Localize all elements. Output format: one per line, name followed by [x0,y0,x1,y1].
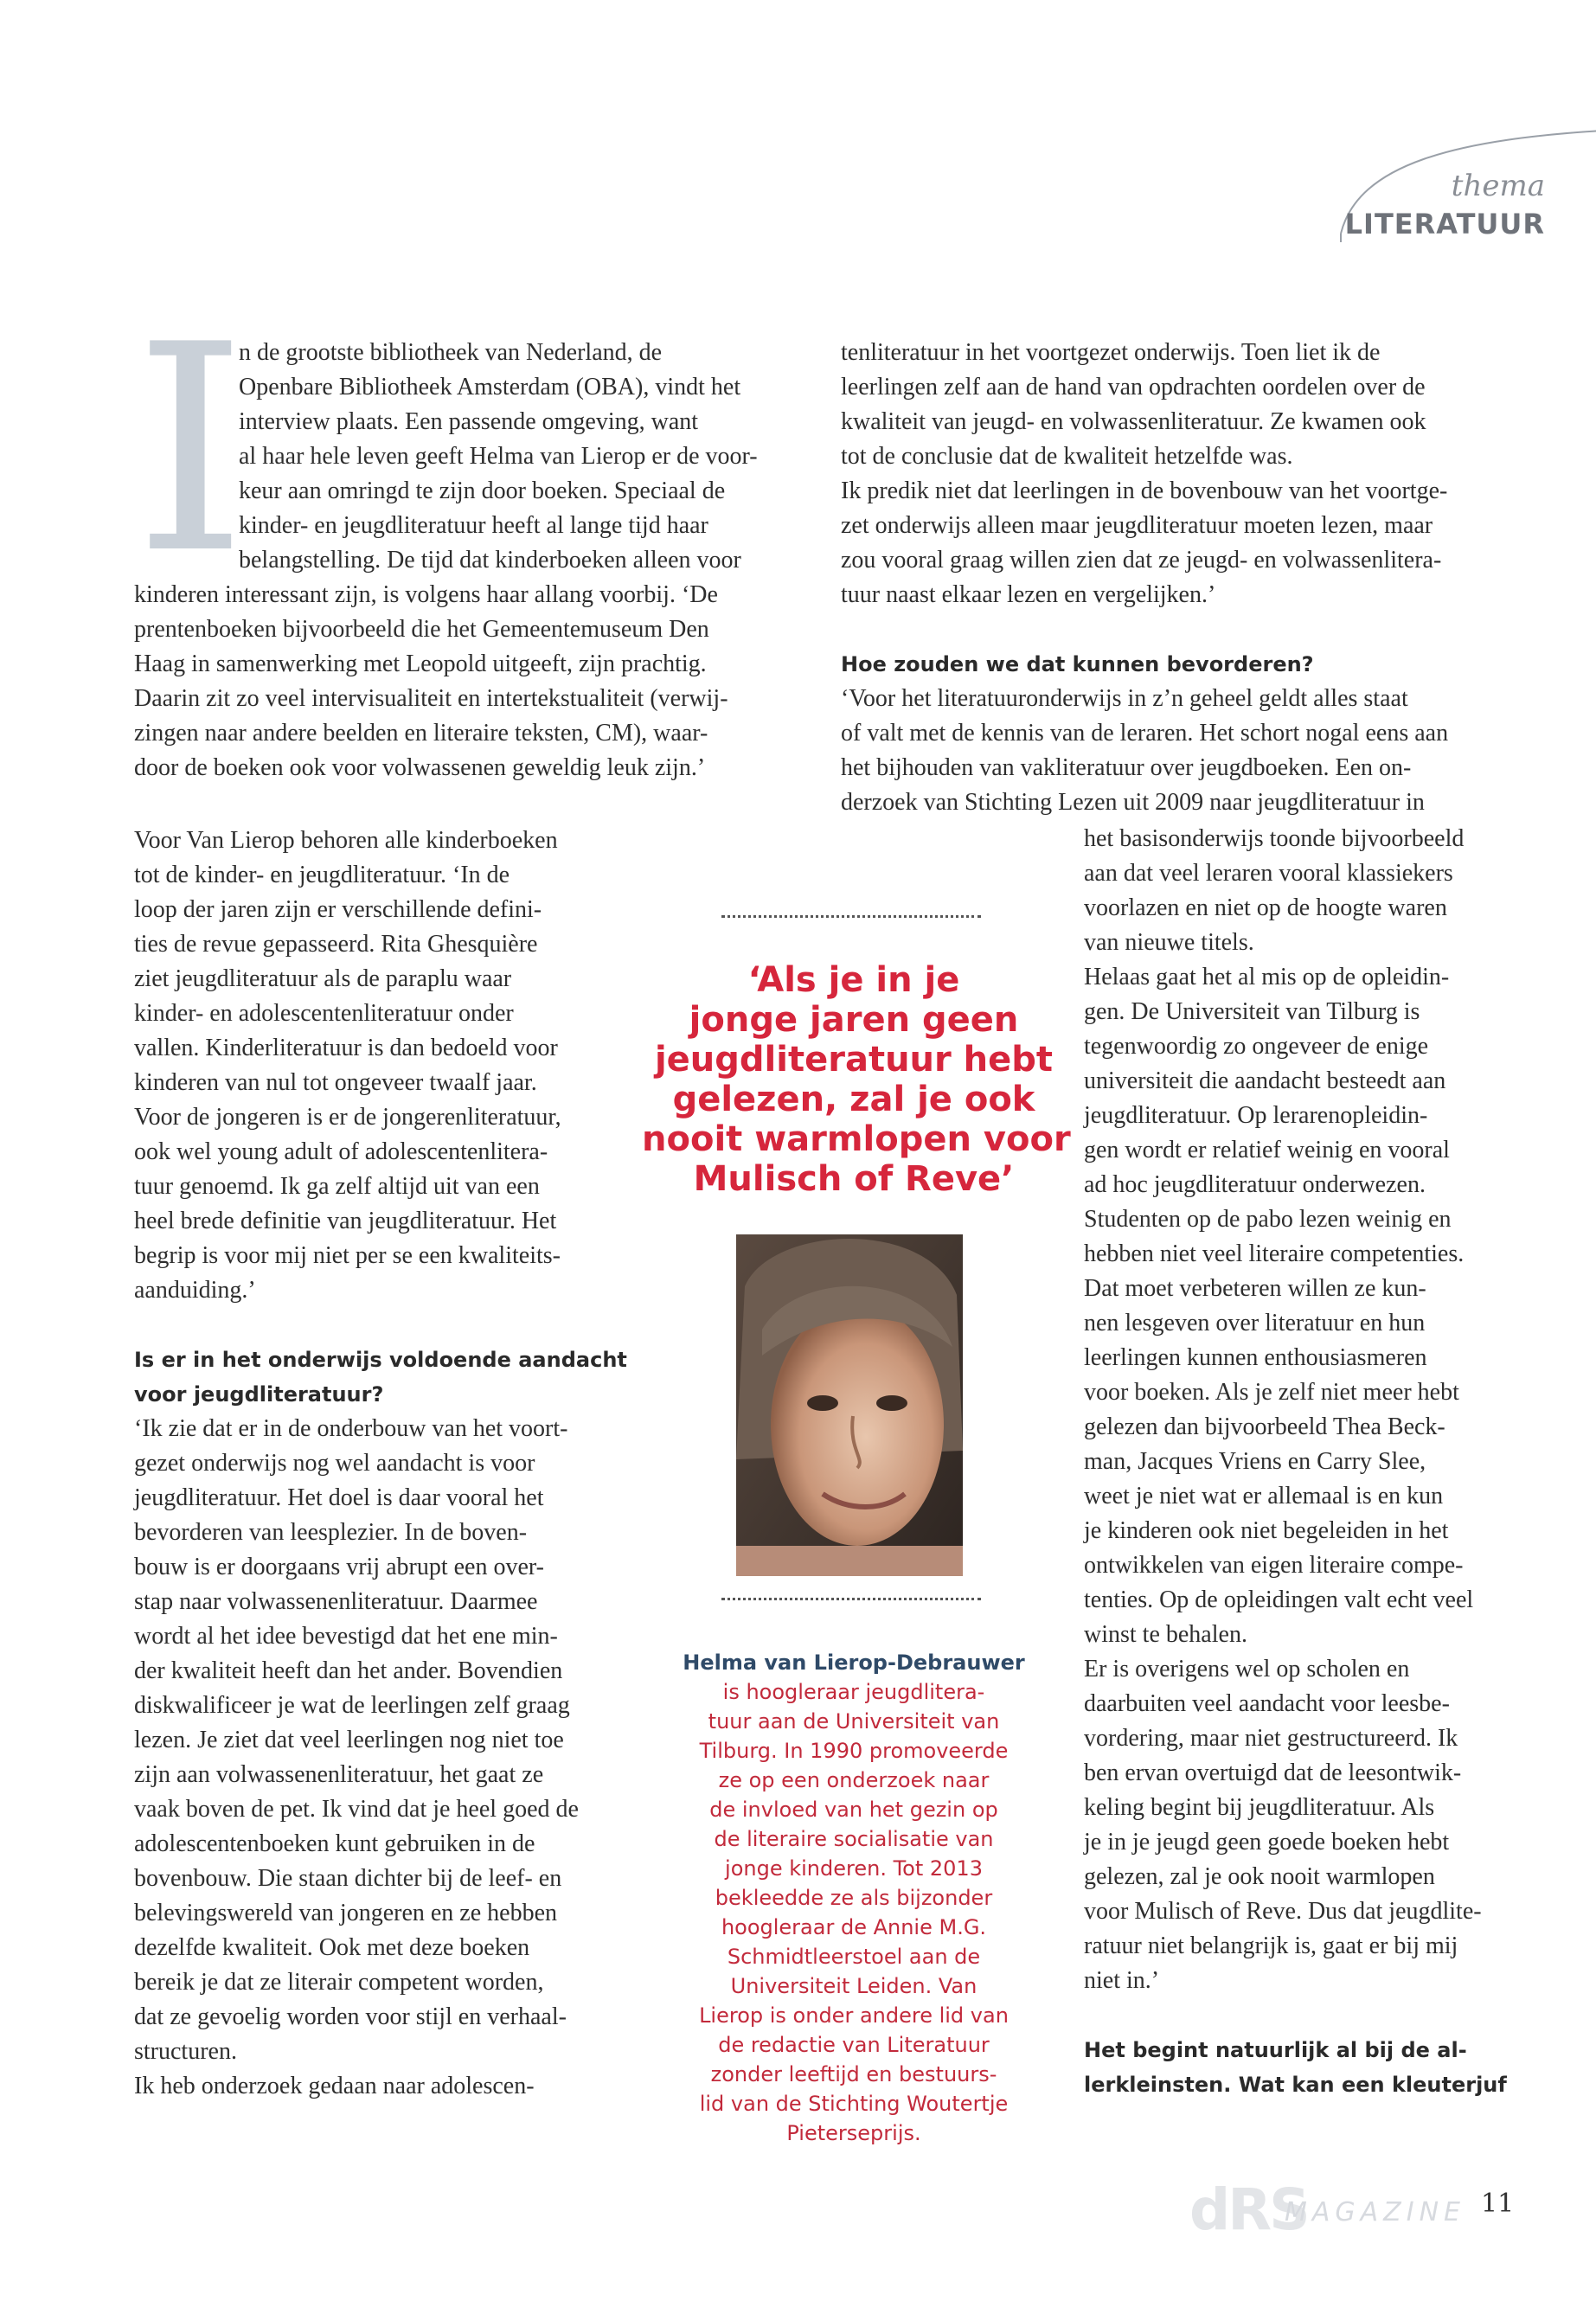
body-line: ook wel young adult of adolescentenlitera- [134,1138,548,1165]
body-line: van nieuwe titels. [1084,929,1254,956]
body-line: lezen. Je ziet dat veel leerlingen nog niet toe [134,1727,564,1753]
intro-line: belangstelling. De tijd dat kinderboeken alleen voor [239,547,741,574]
portrait-photo [736,1234,963,1576]
caption-line: de invloed van het gezin op [709,1798,998,1822]
intro-line: Openbare Bibliotheek Amsterdam (OBA), vindt het [239,374,741,401]
body-line: begrip is voor mij niet per se een kwaliteits- [134,1242,561,1269]
caption-line: de literaire socialisatie van [714,1827,994,1851]
body-line: kinder- en adolescentenliteratuur onder [134,1000,514,1027]
body-line: vallen. Kinderliteratuur is dan bedoeld voor [134,1035,558,1061]
quote-line: jeugdliteratuur hebt [654,1040,1054,1080]
body-line: je kinderen ook niet begeleiden in het [1084,1517,1449,1544]
section-heading: Is er in het onderwijs voldoende aandacht [134,1348,627,1372]
caption-line: de redactie van Literatuur [718,2033,990,2057]
body-line: jeugdliteratuur. Op lerarenopleidin- [1084,1102,1428,1129]
section-heading: lerkleinsten. Wat kan een kleuterjuf [1084,2073,1507,2097]
intro-line: n de grootste bibliotheek van Nederland, de [239,339,663,366]
body-line: tenliteratuur in het voortgezet onderwijs. Toen liet ik de [841,339,1381,366]
body-line: kwaliteit van jeugd- en volwassenliteratuur. Ze kwamen ook [841,408,1426,435]
logo-magazine-text: MAGAZINE [1285,2197,1465,2227]
body-line: Ik heb onderzoek gedaan naar adolescen- [134,2073,535,2099]
caption-line: hoogleraar de Annie M.G. [721,1915,987,1939]
body-line: Voor Van Lierop behoren alle kinderboeken [134,827,558,854]
body-line: tot de kinder- en jeugdliteratuur. ‘In de [134,862,510,888]
body-line: gen wordt er relatief weinig en vooral [1084,1137,1450,1163]
body-line: gezet onderwijs nog wel aandacht is voor [134,1450,535,1477]
body-line: dezelfde kwaliteit. Ook met deze boeken [134,1934,530,1961]
body-line: aan dat veel leraren vooral klassiekers [1084,860,1453,887]
body-line: zijn aan volwassenenliteratuur, het gaat ze [134,1761,544,1788]
body-line: belevingswereld van jongeren en ze hebben [134,1900,558,1926]
body-line: ben ervan overtuigd dat de leesontwik- [1084,1759,1462,1786]
intro-line: al haar hele leven geeft Helma van Lierop er de voor- [239,443,758,470]
body-line: stap naar volwassenenliteratuur. Daarmee [134,1588,538,1615]
body-line: gelezen, zal je ook nooit warmlopen [1084,1863,1435,1890]
caption-line: zonder leeftijd en bestuurs- [710,2062,997,2086]
body-line: tegenwoordig zo ongeveer de enige [1084,1033,1429,1060]
body-line: wordt al het idee bevestigd dat het ene min- [134,1623,558,1650]
body-line: vordering, maar niet gestructureerd. Ik [1084,1725,1458,1752]
quote-line: Mulisch of Reve’ [693,1159,1015,1199]
body-line: gelezen dan bijvoorbeeld Thea Beck- [1084,1413,1445,1440]
body-line: hebben niet veel literaire competenties. [1084,1240,1465,1267]
body-line: bouw is er doorgaans vrij abrupt een over- [134,1554,545,1580]
intro-indented-block [239,336,758,578]
body-line: der kwaliteit heeft dan het ander. Bovendien [134,1657,563,1684]
intro-line: interview plaats. Een passende omgeving, want [239,408,699,435]
body-line: voorlazen en niet op de hoogte waren [1084,894,1447,921]
intro-line: kinder- en jeugdliteratuur heeft al lange tijd haar [239,512,708,539]
caption-line: bekleedde ze als bijzonder [715,1886,993,1910]
intro-full-block [134,578,728,785]
body-line: bevorderen van leesplezier. In de boven- [134,1519,528,1546]
body-line: Er is overigens wel op scholen en [1084,1656,1410,1682]
caption-line: Tilburg. In 1990 promoveerde [699,1739,1009,1763]
body-line: winst te behalen. [1084,1621,1247,1648]
body-line: je in je jeugd geen goede boeken hebt [1084,1829,1450,1856]
body-line: gen. De Universiteit van Tilburg is [1084,998,1420,1025]
body-line: leerlingen zelf aan de hand van opdrachten oordelen over de [841,374,1426,401]
body-line: tenties. Op de opleidingen valt echt veel [1084,1586,1474,1613]
intro-line: keur aan omringd te zijn door boeken. Speciaal de [239,478,726,504]
intro-line: Haag in samenwerking met Leopold uitgeeft, zijn prachtig. [134,651,707,677]
body-line: Ik predik niet dat leerlingen in de bovenbouw van het voortge- [841,478,1448,504]
body-line: ontwikkelen van eigen literaire compe- [1084,1552,1464,1579]
right-column-top [841,336,1448,820]
caption-name: Helma van Lierop-Debrauwer [683,1650,1025,1675]
body-line: voor Mulisch of Reve. Dus dat jeugdlite- [1084,1898,1482,1925]
quote-line: nooit warmlopen voor [642,1119,1071,1159]
body-line: universiteit die aandacht besteedt aan [1084,1067,1446,1094]
caption-line: Pieterseprijs. [786,2121,921,2145]
body-line: zou vooral graag willen zien dat ze jeugd- en volwassenlitera- [841,547,1442,574]
logo-mark: dRS [1189,2176,1308,2243]
quote-divider-top [721,915,981,918]
intro-line: door de boeken ook voor volwassenen geweldig leuk zijn.’ [134,754,706,781]
body-line: man, Jacques Vriens en Carry Slee, [1084,1448,1426,1475]
body-line: tot de conclusie dat de kwaliteit hetzelfde was. [841,443,1293,470]
body-line: nen lesgeven over literatuur en hun [1084,1310,1426,1336]
body-line: ‘Ik zie dat er in de onderbouw van het voort- [134,1415,568,1442]
body-line: voor boeken. Als je zelf niet meer hebt [1084,1379,1459,1406]
left-column [134,824,627,2104]
body-line: derzoek van Stichting Lezen uit 2009 naar jeugdliteratuur in [841,789,1425,816]
drop-cap: I [134,284,247,616]
thema-label: thema [1451,169,1545,203]
body-line: niet in.’ [1084,1967,1160,1994]
body-line: of valt met de kennis van de leraren. Het schort nogal eens aan [841,720,1449,747]
body-line: het bijhouden van vakliteratuur over jeugdboeken. Een on- [841,754,1412,781]
magazine-logo [1189,2176,1465,2243]
caption-line: Lierop is onder andere lid van [699,2003,1009,2028]
intro-line: zingen naar andere beelden en literaire teksten, CM), waar- [134,720,708,747]
section-heading: voor jeugdliteratuur? [134,1382,384,1407]
body-line: Voor de jongeren is er de jongerenliteratuur, [134,1104,561,1131]
body-line: heel brede definitie van jeugdliteratuur. Het [134,1208,557,1234]
body-line: aanduiding.’ [134,1277,256,1304]
quote-line: jonge jaren geen [689,1000,1019,1040]
caption-line: jonge kinderen. Tot 2013 [725,1856,983,1881]
body-line: ziet jeugdliteratuur als de paraplu waar [134,965,512,992]
body-line: tuur genoemd. Ik ga zelf altijd uit van een [134,1173,540,1200]
body-line: ties de revue gepasseerd. Rita Ghesquière [134,931,538,958]
section-heading: Hoe zouden we dat kunnen bevorderen? [841,652,1314,676]
section-heading: Het begint natuurlijk al bij de al- [1084,2038,1467,2062]
caption-line: tuur aan de Universiteit van [708,1709,1000,1734]
body-line: weet je niet wat er allemaal is en kun [1084,1483,1444,1509]
body-line: loop der jaren zijn er verschillende defini- [134,896,542,923]
body-line: daarbuiten veel aandacht voor leesbe- [1084,1690,1450,1717]
body-line: Helaas gaat het al mis op de opleidin- [1084,964,1450,990]
quote-line: ‘Als je in je [747,960,960,1000]
body-line: ratuur niet belangrijk is, gaat er bij mij [1084,1932,1458,1959]
caption-line: is hoogleraar jeugdlitera- [722,1680,985,1704]
body-line: ad hoc jeugdliteratuur onderwezen. [1084,1171,1426,1198]
body-line: jeugdliteratuur. Het doel is daar vooral het [134,1484,544,1511]
body-line: dat ze gevoelig worden voor stijl en verhaal- [134,2003,567,2030]
bio-caption [676,1648,1031,2148]
body-line: diskwalificeer je wat de leerlingen zelf graag [134,1692,570,1719]
thema-title: LITERATUUR [1344,208,1545,240]
body-line: bereik je dat ze literair competent worden, [134,1969,544,1996]
body-line: Studenten op de pabo lezen weinig en [1084,1206,1452,1233]
body-line: kinderen van nul tot ongeveer twaalf jaar. [134,1069,537,1096]
caption-line: ze op een onderzoek naar [718,1768,990,1792]
pull-quote [642,960,1071,1199]
right-column [1084,822,1507,2102]
body-line: vaak boven de pet. Ik vind dat je heel goed de [134,1796,579,1823]
body-line: het basisonderwijs toonde bijvoorbeeld [1084,825,1465,852]
body-line: ‘Voor het literatuuronderwijs in z’n geheel geldt alles staat [841,685,1408,712]
page-number: 11 [1481,2189,1515,2219]
caption-line: lid van de Stichting Woutertje [699,2092,1009,2116]
quote-divider-bottom [721,1598,981,1600]
intro-line: prentenboeken bijvoorbeeld die het Gemeentemuseum Den [134,616,709,643]
body-line: tuur naast elkaar lezen en vergelijken.’ [841,581,1216,608]
body-line: keling begint bij jeugdliteratuur. Als [1084,1794,1435,1821]
caption-line: Schmidtleerstoel aan de [727,1945,981,1969]
intro-line: Daarin zit zo veel intervisualiteit en intertekstualiteit (verwij- [134,685,728,712]
intro-line: kinderen interessant zijn, is volgens haar allang voorbij. ‘De [134,581,718,608]
caption-line: Universiteit Leiden. Van [730,1974,977,1998]
quote-line: gelezen, zal je ook [672,1080,1035,1119]
body-line: leerlingen kunnen enthousiasmeren [1084,1344,1427,1371]
body-line: structuren. [134,2038,237,2065]
body-line: bovenbouw. Die staan dichter bij de leef- en [134,1865,562,1892]
body-line: adolescentenboeken kunt gebruiken in de [134,1830,535,1857]
body-line: Dat moet verbeteren willen ze kun- [1084,1275,1426,1302]
body-line: zet onderwijs alleen maar jeugdliteratuur moeten lezen, maar [841,512,1433,539]
